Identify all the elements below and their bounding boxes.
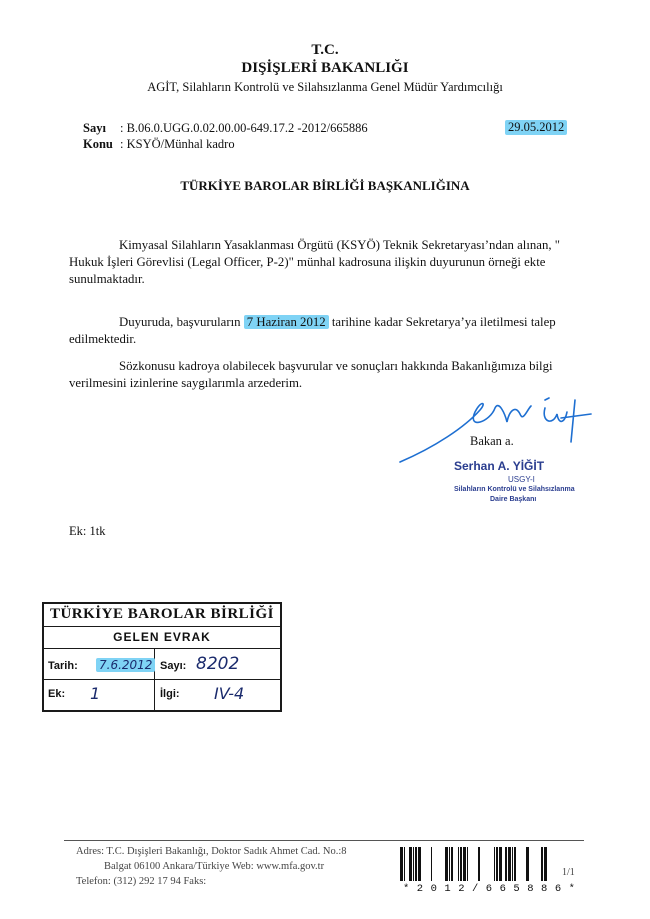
page-number: 1/1	[562, 867, 575, 878]
barcode-bar	[544, 847, 547, 881]
footer-phone: Telefon: (312) 292 17 94 Faks:	[76, 876, 207, 887]
barcode-bar	[478, 847, 480, 881]
footer-address-2: Balgat 06100 Ankara/Türkiye Web: www.mfa.gov.tr	[104, 861, 325, 872]
body-paragraph-1	[69, 237, 589, 288]
body-paragraph-3-text: Sözkonusu kadroya olabilecek başvurular ve sonuçları hakkında Bakanlığımıza bilgi verilmesini izinlerine saygılarımla arzederim.	[69, 359, 553, 390]
body-paragraph-2-before: Duyuruda, başvuruların	[119, 315, 244, 329]
attachment-note: Ek: 1tk	[69, 524, 106, 538]
barcode-bar	[404, 847, 405, 881]
sayi-label: Sayı	[83, 121, 106, 135]
document-date: 29.05.2012	[505, 120, 567, 135]
body-paragraph-2	[69, 314, 589, 348]
signatory-department: Silahların Kontrolü ve Silahsızlanma	[454, 486, 575, 493]
signatory-unit: USGY-I	[508, 475, 535, 484]
barcode-bar	[494, 847, 495, 881]
footer-rule	[64, 840, 584, 841]
barcode-bar	[508, 847, 511, 881]
barcode-bar	[514, 847, 516, 881]
header-ministry: DIŞİŞLERİ BAKANLIĞI	[241, 60, 409, 76]
barcode-bar	[409, 847, 412, 881]
footer-address-1: Adres: T.C. Dışişleri Bakanlığı, Doktor Sadık Ahmet Cad. No.:8	[76, 846, 347, 857]
barcode-bar	[463, 847, 466, 881]
stamp-ilgi-label: İlgi:	[160, 688, 180, 700]
incoming-stamp	[42, 602, 282, 712]
deadline-highlight: 7 Haziran 2012	[244, 315, 329, 329]
barcode-bar	[496, 847, 498, 881]
stamp-title: TÜRKİYE BAROLAR BİRLİĞİ	[49, 606, 275, 622]
stamp-ek-value: 1	[90, 684, 101, 703]
barcode-bar	[400, 847, 403, 881]
signatory-name: Serhan A. YİĞİT	[454, 459, 545, 473]
body-paragraph-2-after: tarihine kadar Sekretarya’ya iletilmesi talep edilmektedir.	[69, 315, 556, 346]
header-title-tc: T.C.	[311, 42, 339, 58]
barcode-bar	[449, 847, 450, 881]
stamp-ilgi-value: IV-4	[214, 684, 245, 703]
barcode-bar	[451, 847, 453, 881]
konu-label: Konu	[83, 137, 113, 151]
barcode-bar	[499, 847, 502, 881]
handwritten-signature	[395, 392, 605, 467]
signatory-title: Daire Başkanı	[490, 496, 537, 503]
header-subtitle: AGİT, Silahların Kontrolü ve Silahsızlanma Genel Müdür Yardımcılığı	[147, 80, 503, 94]
barcode-bar	[415, 847, 417, 881]
barcode-bar	[541, 847, 543, 881]
sayi-value: : B.06.0.UGG.0.02.00.00-649.17.2 -2012/665886	[120, 121, 368, 135]
barcode-bar	[467, 847, 468, 881]
barcode-bar	[460, 847, 462, 881]
barcode-bar	[445, 847, 448, 881]
stamp-tarih-value: 7.6.2012	[96, 658, 155, 672]
konu-value: : KSYÖ/Münhal kadro	[120, 137, 235, 151]
barcode-text: * 2 0 1 2 / 6 6 5 8 8 6 *	[403, 883, 576, 895]
stamp-sayi-label: Sayı:	[160, 660, 187, 672]
stamp-tarih-label: Tarih:	[48, 660, 78, 672]
stamp-ek-label: Ek:	[48, 688, 66, 700]
stamp-subtitle: GELEN EVRAK	[113, 630, 211, 644]
barcode-bar	[505, 847, 507, 881]
barcode	[400, 847, 550, 881]
stamp-sayi-value: 8202	[196, 654, 240, 674]
body-paragraph-3	[69, 358, 589, 392]
barcode-bar	[526, 847, 529, 881]
barcode-bar	[431, 847, 432, 881]
barcode-bar	[458, 847, 459, 881]
recipient: TÜRKİYE BAROLAR BİRLİĞİ BAŞKANLIĞINA	[180, 178, 470, 193]
body-paragraph-1-text: Kimyasal Silahların Yasaklanması Örgütü (KSYÖ) Teknik Sekretaryası’ndan alınan, " Hukuk İşleri Görevlisi (Legal Officer, P-2)" münhal kadrosuna ilişkin duyurunun örneği ekte sunulmaktadır.	[69, 238, 561, 286]
on-behalf-label: Bakan a.	[470, 434, 514, 448]
barcode-bar	[413, 847, 414, 881]
barcode-bar	[512, 847, 513, 881]
barcode-bar	[418, 847, 421, 881]
